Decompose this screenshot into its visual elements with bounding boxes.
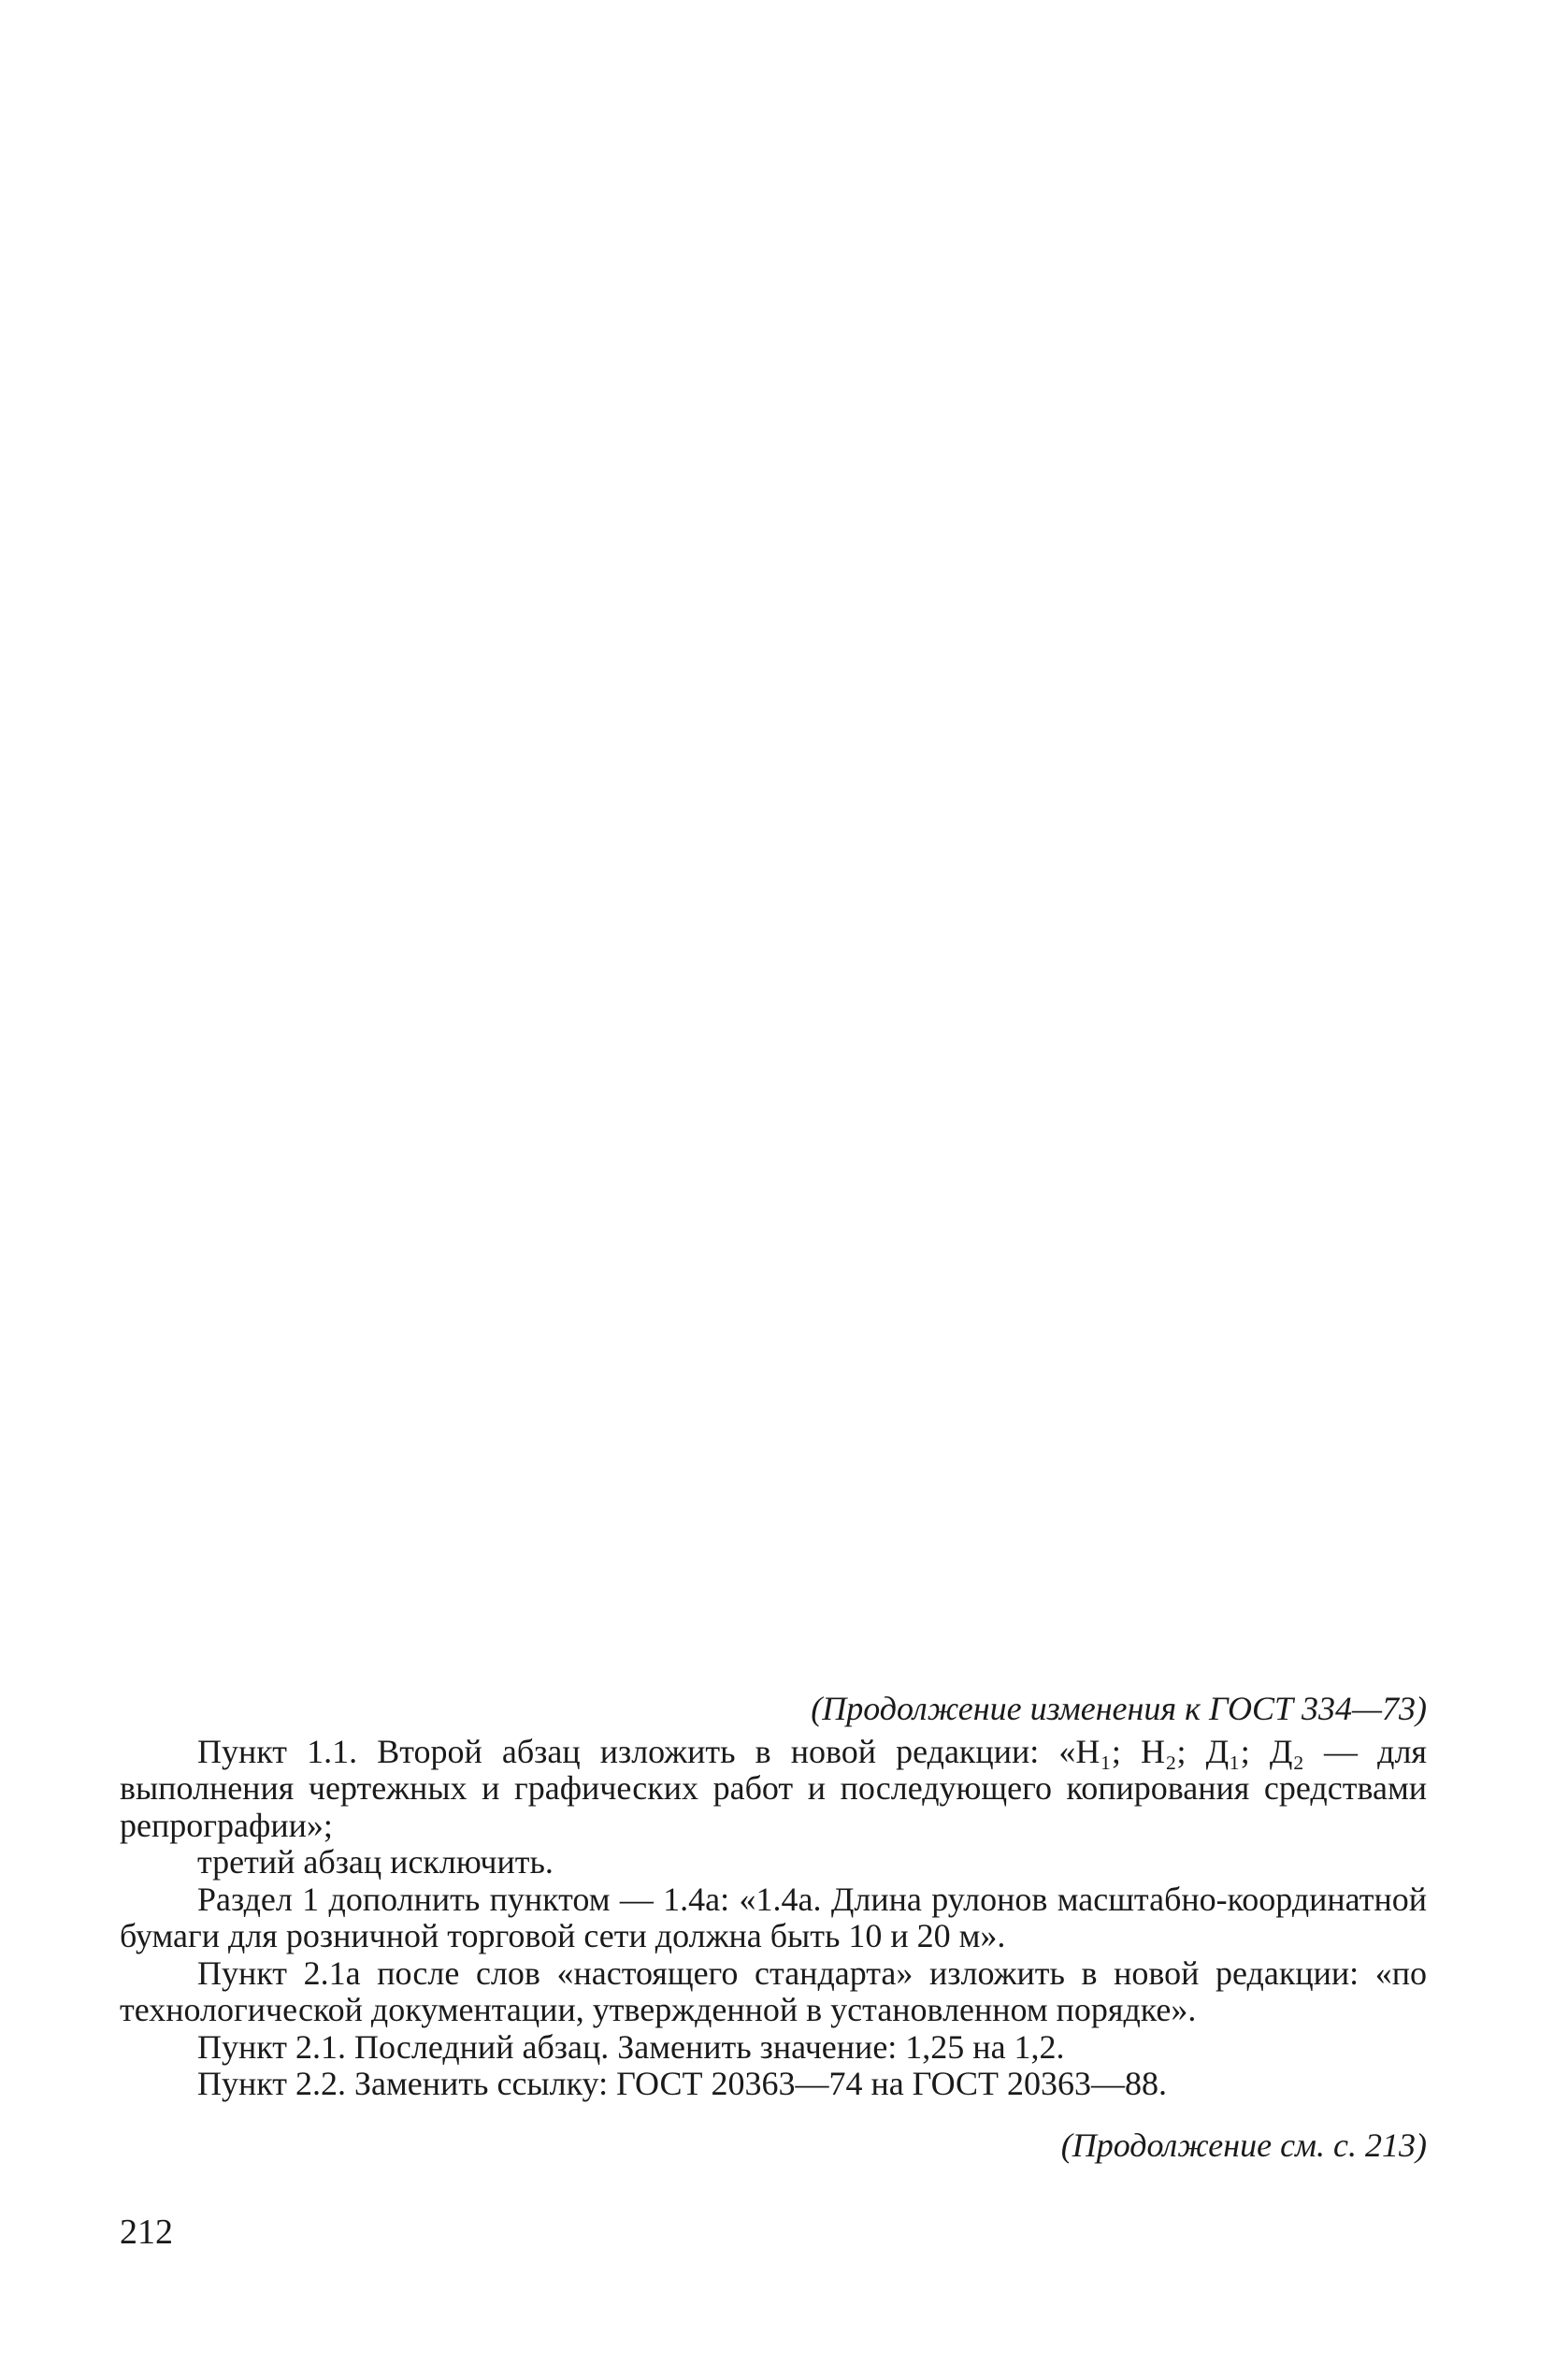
paragraph-item-2-2: Пункт 2.2. Заменить ссылку: ГОСТ 20363—74 на ГОСТ 20363—88.: [197, 2065, 1168, 2102]
page-number: 212: [120, 2213, 173, 2252]
paragraph-section-1-4a: Раздел 1 дополнить пунктом — 1.4а: «1.4а. Длина рулонов масштабно-координатной бумаги для розничной торговой сети должна быть 10 и 20 м».: [120, 1880, 1427, 1954]
paragraph-third-abzac: третий абзац исключить.: [197, 1843, 554, 1881]
continuation-header: (Продолжение изменения к ГОСТ 334—73): [811, 1690, 1427, 1727]
amendment-text-block: [120, 1691, 1427, 2164]
paragraph-item-1-1: Пункт 1.1. Второй абзац изложить в новой редакции: «Н₁; Н₂; Д₁; Д₂ — для выполнения чертежных и графических работ и последующего копирования средствами репрографии»;: [120, 1732, 1427, 1844]
paragraph-item-2-1: Пункт 2.1. Последний абзац. Заменить значение: 1,25 на 1,2.: [197, 2027, 1065, 2066]
paragraph-item-2-1a: Пункт 2.1а после слов «настоящего стандарта» изложить в новой редакции: «по технологической документации, утвержденной в установленном порядке».: [120, 1953, 1427, 2028]
continuation-footer: (Продолжение см. с. 213): [1060, 2126, 1427, 2164]
